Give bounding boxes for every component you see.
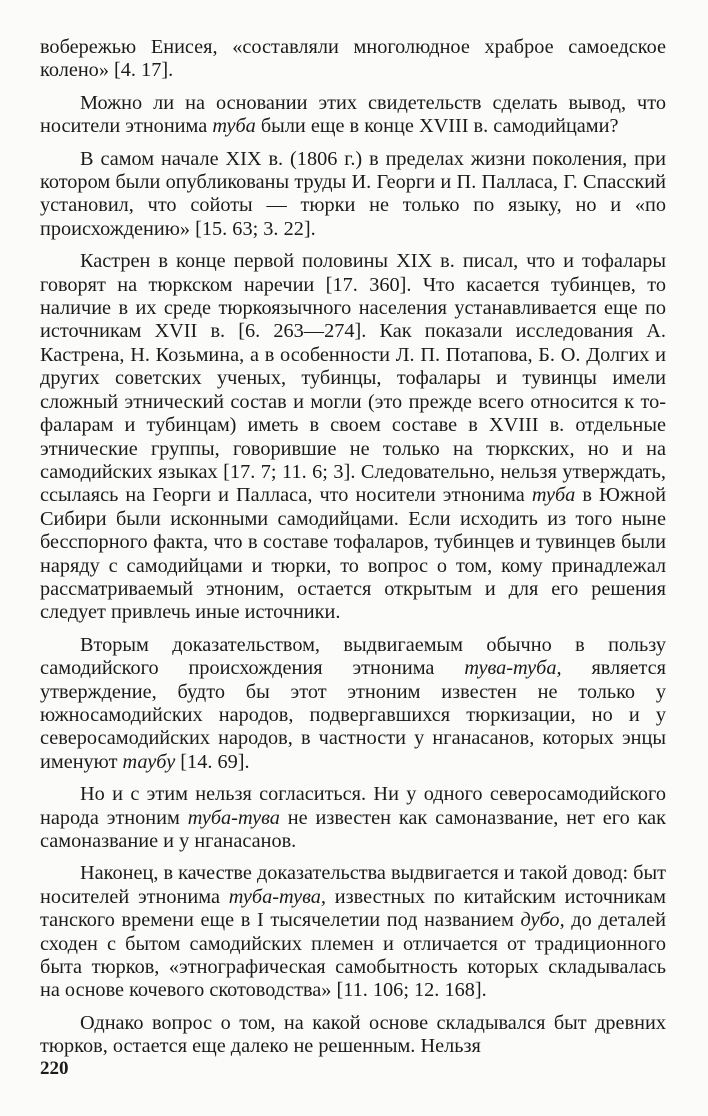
paragraph-8 xyxy=(40,1012,666,1059)
italic-term: таубу xyxy=(122,750,176,773)
body-text xyxy=(40,36,666,1059)
paragraph-6 xyxy=(40,783,666,853)
paragraph-5 xyxy=(40,634,666,774)
text-segment: были еще в конце XVIII в. самодийцами? xyxy=(255,115,619,138)
text-segment: Однако вопрос о том, на какой основе складывался быт древних тюрков, остается еще далеко не решенным. Нельзя xyxy=(40,1011,666,1058)
paragraph-3 xyxy=(40,148,666,242)
paragraph-1 xyxy=(40,36,666,83)
paragraph-2 xyxy=(40,92,666,139)
italic-term: туба xyxy=(531,484,576,507)
paragraph-7 xyxy=(40,862,666,1002)
text-segment: Можно ли на основании этих свидетельств сделать вывод, что носители этнонима xyxy=(40,91,666,138)
italic-term: тува-туба, xyxy=(464,657,562,680)
italic-term: туба-тува, xyxy=(228,885,326,908)
italic-term: туба xyxy=(212,115,256,138)
italic-term: дубо, xyxy=(520,909,565,932)
text-segment: до деталей сходен с бытом самодийских племен и отличается от традиционного быта тюрков, «этнографическая самобытность которых складывалась на основе кочевого скотоводства» [11. 106; 12. 168]. xyxy=(40,909,666,1002)
text-segment: Вторым доказательством, выдвигаемым обычно в пользу самодийского происхождения этнонима xyxy=(40,633,666,680)
italic-term: туба-тува xyxy=(187,806,280,829)
text-segment: Но и с этим нельзя согласиться. Ни у одного северосамодийского народа этноним xyxy=(40,783,666,829)
text-segment: Кастрен в конце первой половины XIX в. писал, что и тофалары говорят на тюркском наречии [17. 360]. Что касается тубинцев, то наличие в их среде тюркоязычного населения устанавливается еще по источникам XVII в. [6. 263—274]. Как показали исследования А. Кастрена, Н. Козьмина, а в особенности Л. П. Потапова, Б. О. Долгих и других советских ученых, тубинцы, тофалары и тувинцы имели сложный этнический состав и могли (это прежде всего относится к тофаларам и тубинцам) иметь в своем составе в XVIII в. отдельные этнические группы, говорившие не только на тюркских, но и на самодийских языках [17. 7; 11. 6; 3]. Следовательно, нельзя утверждать, ссылаясь на Георги и Палласа, что носители этнонима xyxy=(40,250,666,507)
text-segment: вобережью Енисея, «составляли многолюдное храброе самоедское колено» [4. 17]. xyxy=(40,36,666,82)
text-segment: В самом начале XIX в. (1806 г.) в пределах жизни поколения, при котором были опубликованы труды И. Георги и П. Палласа, Г. Спасский установил, что сойоты — тюрки не только по языку, но и «по происхождению» [15. 63; 3. 22]. xyxy=(40,147,666,240)
text-segment: не известен как самоназвание, нет его как самоназвание и у нганасанов. xyxy=(40,806,666,852)
text-segment: [14. 69]. xyxy=(175,750,250,773)
text-segment: Наконец, в качестве доказательства выдвигается и такой довод: быт носителей этнонима xyxy=(40,862,666,908)
text-segment: является утверждение, будто бы этот этноним известен не только у южносамодийских народов, подвергавшихся тюркизации, но и у северосамодийских народов, в частности у нганасанов, которых энцы именуют xyxy=(40,657,666,773)
paragraph-4 xyxy=(40,250,666,625)
text-segment: известных по китайским источникам танского времени еще в I тысячелетии под названием xyxy=(40,885,666,932)
page-number: 220 xyxy=(40,1058,69,1079)
text-segment: в Южной Сибири были исконными самодийцами. Если исходить из того ныне бесспорного факта, что в составе тофаларов, тубинцев и тувинцев были наряду с самодийцами и тюрки, то вопрос о том, кому принадлежал рассматриваемый этноним, остается открытым и для его решения следует привлечь иные источники. xyxy=(40,484,667,624)
